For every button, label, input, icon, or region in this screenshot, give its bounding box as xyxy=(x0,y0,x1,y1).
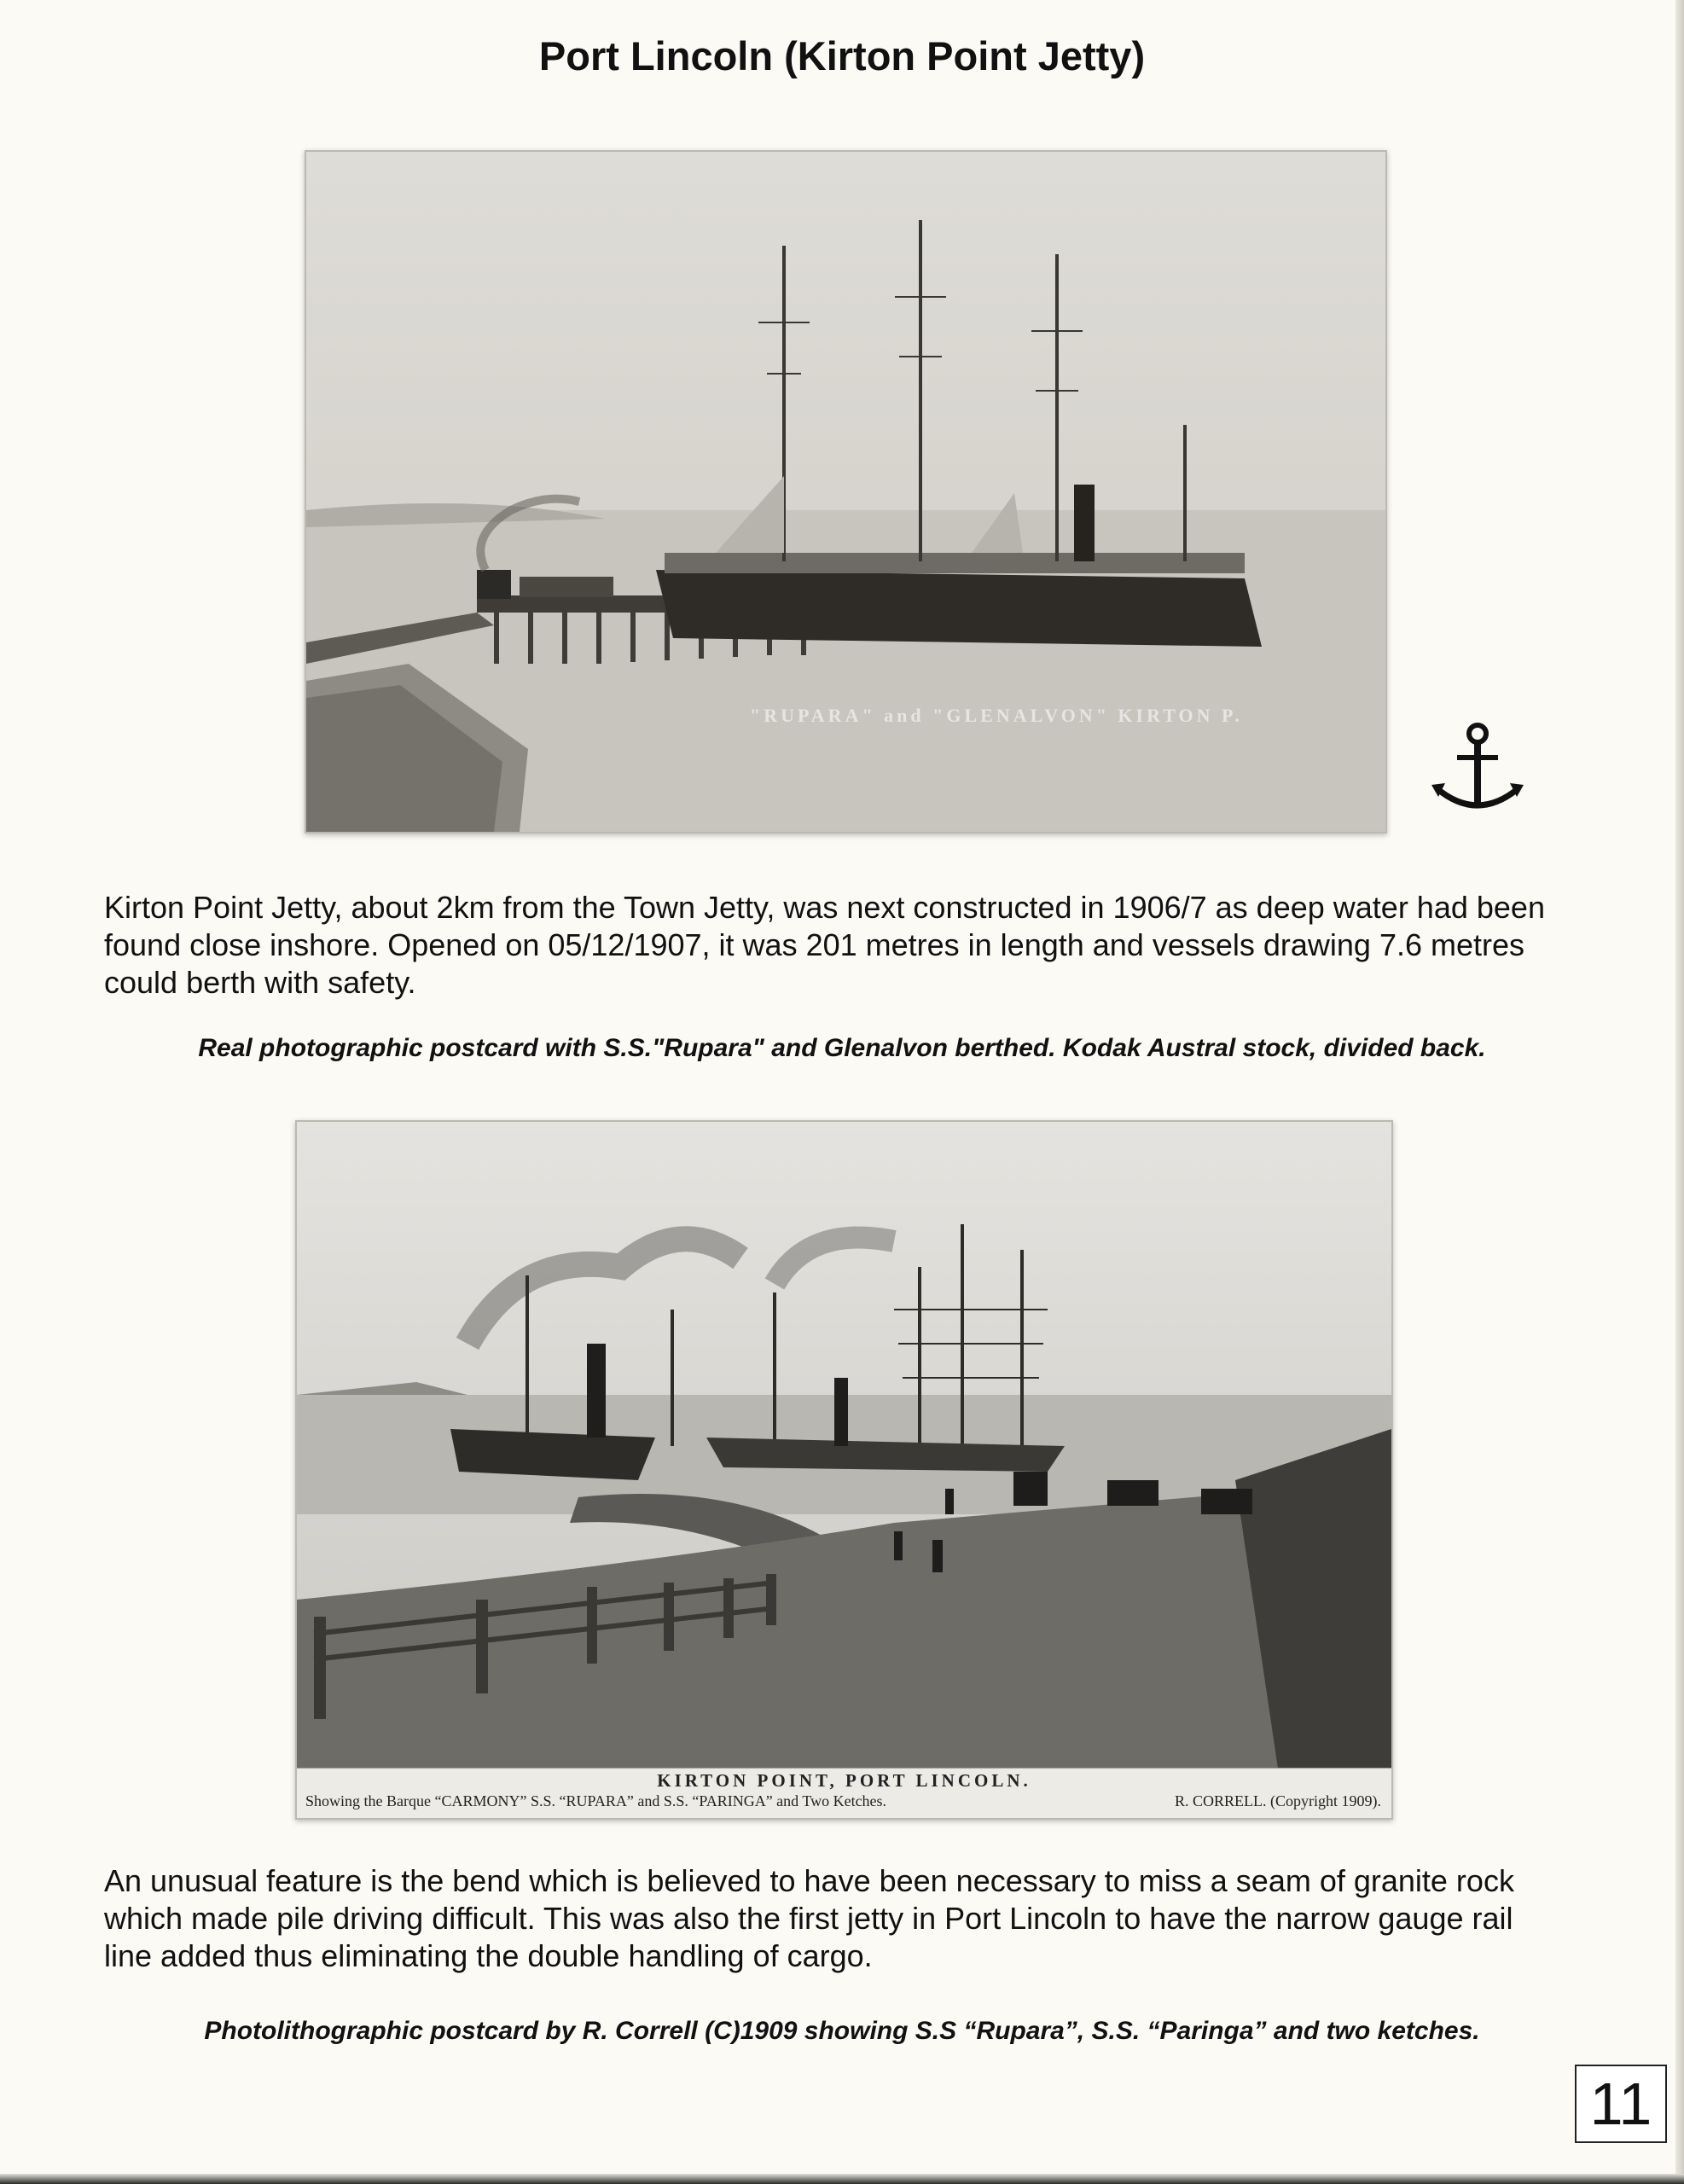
caption-postcard-1: Real photographic postcard with S.S."Rupara" and Glenalvon berthed. Kodak Austral stock, divided back. xyxy=(198,1034,1486,1062)
page-edge-bottom xyxy=(0,2174,1684,2184)
postcard-caption-subtitle: Showing the Barque “CARMONY” S.S. “RUPARA” and S.S. “PARINGA” and Two Ketches. xyxy=(305,1792,887,1809)
page-number: 11 xyxy=(1575,2065,1667,2143)
paragraph-jetty-bend: An unusual feature is the bend which is believed to have been necessary to miss a seam of granite rock which made pile driving difficult. This was also the first jetty in Port Lincoln to have the narrow gauge rail line added thus eliminating the double handling of cargo. xyxy=(104,1863,1514,1973)
postcard-caption-credit: R. CORRELL. (Copyright 1909). xyxy=(1175,1792,1381,1809)
postcard-photo-rupara-glenalvon xyxy=(305,150,1387,834)
caption-postcard-2: Photolithographic postcard by R. Correll (C)1909 showing S.S “Rupara”, S.S. “Paringa” and two ketches. xyxy=(204,2017,1480,2045)
postcard-overlay-text: "RUPARA" and "GLENALVON" KIRTON P. xyxy=(750,705,1243,726)
paragraph-kirton-point-jetty: Kirton Point Jetty, about 2km from the Town Jetty, was next constructed in 1906/7 as deep water had been found close inshore. Opened on 05/12/1907, it was 201 metres in length and vessels drawing 7.6 metres could berth with safety. xyxy=(104,890,1545,1000)
postcard-caption-strip xyxy=(297,1768,1391,1818)
anchor-icon xyxy=(1431,722,1524,822)
page-title: Port Lincoln (Kirton Point Jetty) xyxy=(538,33,1146,78)
page-edge xyxy=(1675,0,1684,2184)
postcard-caption-title: KIRTON POINT, PORT LINCOLN. xyxy=(657,1770,1031,1791)
postcard-photo-kirton-point xyxy=(295,1120,1393,1820)
